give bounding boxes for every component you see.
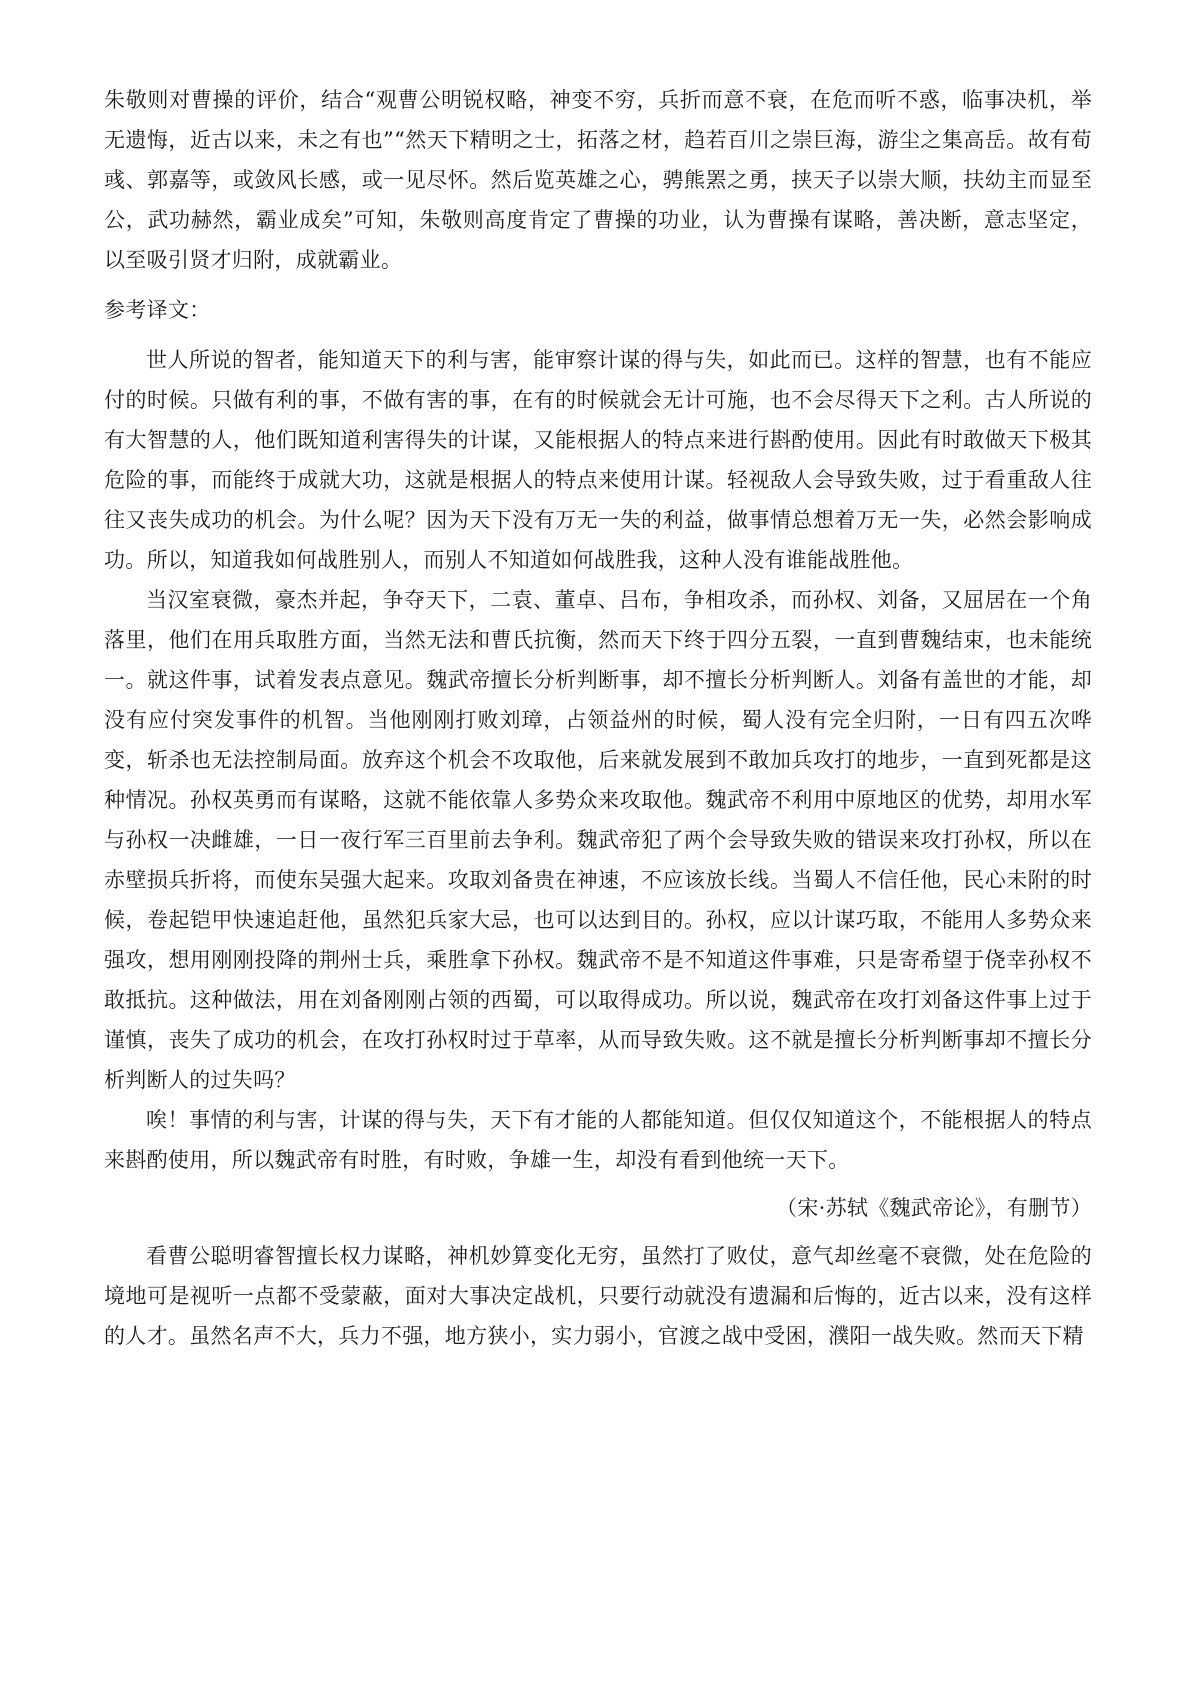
translation-paragraph-2: 当汉室衰微，豪杰并起，争夺天下，二袁、董卓、吕布，争相攻杀，而孙权、刘备，又屈居在一个角落里，他们在用兵取胜方面，当然无法和曹氏抗衡，然而天下终于四分五裂，一直到曹魏结束，也未能统一。就这件事，试着发表点意见。魏武帝擅长分析判断事，却不擅长分析判断人。刘备有盖世的才能，却没有应付突发事件的机智。当他刚刚打败刘璋，占领益州的时候，蜀人没有完全归附，一日有四五次哗变，斩杀也无法控制局面。放弃这个机会不攻取他，后来就发展到不敢加兵攻打的地步，一直到死都是这种情况。孙权英勇而有谋略，这就不能依靠人多势众来攻取他。魏武帝不利用中原地区的优势，却用水军与孙权一决雌雄，一日一夜行军三百里前去争利。魏武帝犯了两个会导致失败的错误来攻打孙权，所以在赤壁损兵折将，而使东吴强大起来。攻取刘备贵在神速，不应该放长线。当蜀人不信任他，民心未附的时候，卷起铠甲快速追赶他，虽然犯兵家大忌，也可以达到目的。孙权，应以计谋巧取，不能用人多势众来强攻，想用刚刚投降的荆州士兵，乘胜拿下孙权。魏武帝不是不知道这件事难，只是寄希望于侥幸孙权不敢抵抗。这种做法，用在刘备刚刚占领的西蜀，可以取得成功。所以说，魏武帝在攻打刘备这件事上过于谨慎，丧失了成功的机会，在攻打孙权时过于草率，从而导致失败。这不就是擅长分析判断事却不擅长分析判断人的过失吗？ <box>104 588 1092 1092</box>
intro-paragraph: 朱敬则对曹操的评价，结合“观曹公明锐权略，神变不穷，兵折而意不衰，在危而听不惑，临事决机，举无遗悔，近古以来，未之有也”“然天下精明之士，拓落之材，趋若百川之崇巨海，游尘之集高岳。故有荀彧、郭嘉等，或敛风长感，或一见尽怀。然后览英雄之心，骋熊罴之勇，挟天子以崇大顺，扶幼主而显至公，武功赫然，霸业成矣”可知，朱敬则高度肯定了曹操的功业，认为曹操有谋略，善决断，意志坚定，以至吸引贤才归附，成就霸业。 <box>104 88 1092 272</box>
translation-label: 参考译文： <box>104 298 211 322</box>
translation-paragraph-1: 世人所说的智者，能知道天下的利与害，能审察计谋的得与失，如此而已。这样的智慧，也有不能应付的时候。只做有利的事，不做有害的事，在有的时候就会无计可施，也不会尽得天下之利。古人所说的有大智慧的人，他们既知道利害得失的计谋，又能根据人的特点来进行斟酌使用。因此有时敢做天下极其危险的事，而能终于成就大功，这就是根据人的特点来使用计谋。轻视敌人会导致失败，过于看重敌人往往又丧失成功的机会。为什么呢？因为天下没有万无一失的利益，做事情总想着万无一失，必然会影响成功。所以，知道我如何战胜别人，而别人不知道如何战胜我，这种人没有谁能战胜他。 <box>104 348 1092 572</box>
translation-paragraph-3: 唉！事情的利与害，计谋的得与失，天下有才能的人都能知道。但仅仅知道这个，不能根据人的特点来斟酌使用，所以魏武帝有时胜，有时败，争雄一生，却没有看到他统一天下。 <box>104 1108 1092 1172</box>
final-paragraph: 看曹公聪明睿智擅长权力谋略，神机妙算变化无穷，虽然打了败仗，意气却丝毫不衰微，处在危险的境地可是视听一点都不受蒙蔽，面对大事决定战机，只要行动就没有遗漏和后悔的，近古以来，没有这样的人才。虽然名声不大，兵力不强，地方狭小，实力弱小，官渡之战中受困，濮阳一战失败。然而天下精 <box>104 1244 1092 1348</box>
source-citation: （宋·苏轼《魏武帝论》，有删节） <box>776 1196 1092 1220</box>
document-page <box>104 80 1092 1356</box>
